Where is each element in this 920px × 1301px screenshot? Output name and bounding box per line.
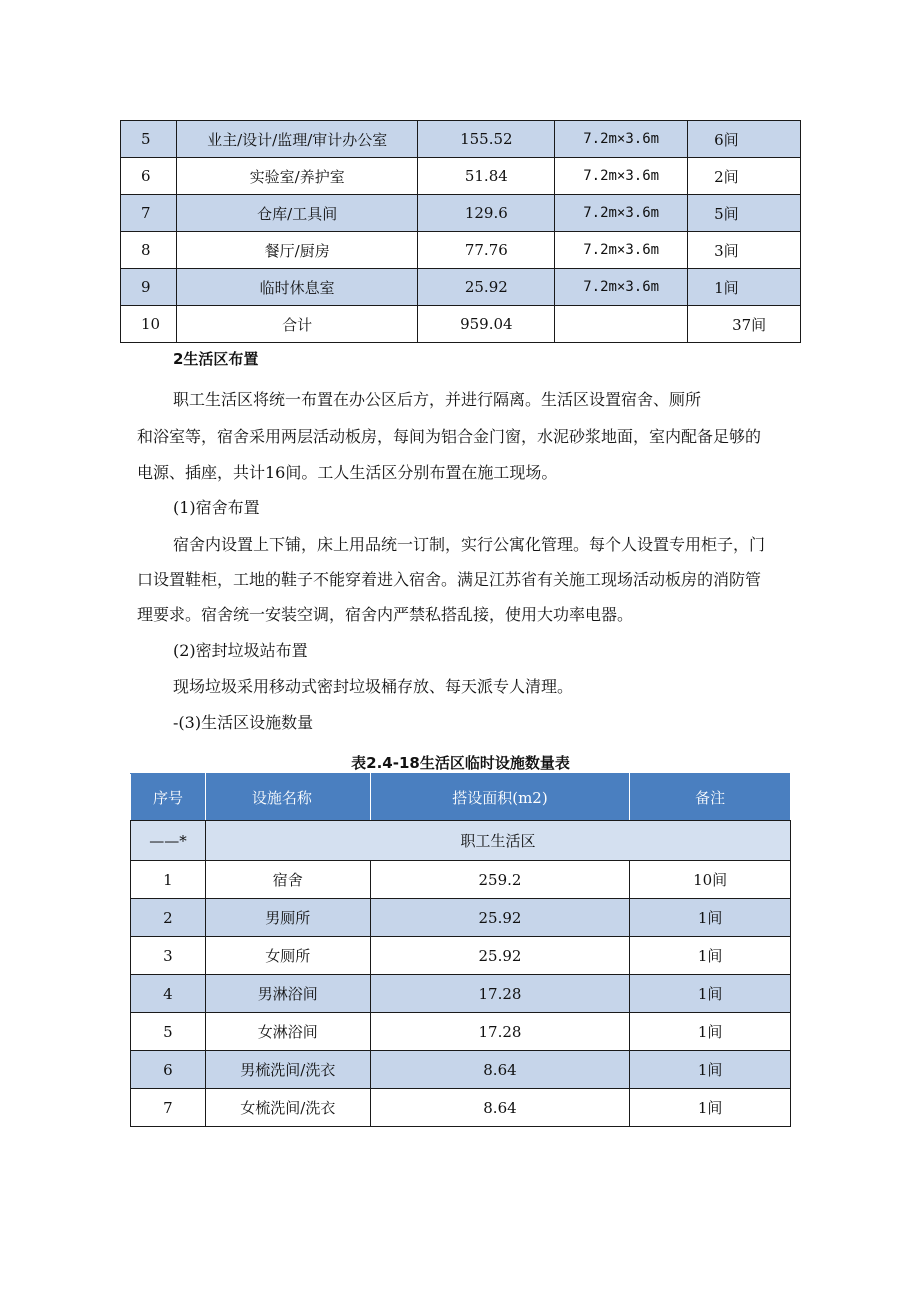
header-note: 备注: [630, 774, 791, 821]
paragraph-line: 理要求。宿舍统一安装空调，宿舍内严禁私搭乱接，使用大功率电器。: [137, 605, 634, 624]
table-header-row: [131, 774, 791, 821]
facility-note: 1间: [630, 899, 791, 937]
table-row: [121, 195, 801, 232]
facility-name: 女淋浴间: [205, 1013, 370, 1051]
header-number: 序号: [131, 774, 206, 821]
paragraph-line: 现场垃圾采用移动式密封垃圾桶存放、每天派专人清理。: [173, 677, 574, 696]
total-label: 合计: [176, 306, 417, 343]
table-row: [131, 899, 791, 937]
facility-note: 1间: [630, 1013, 791, 1051]
paragraph-line: 职工生活区将统一布置在办公区后方，并进行隔离。生活区设置宿舍、厕所: [173, 390, 702, 409]
facility-size: 7.2m×3.6m: [555, 158, 688, 195]
facility-size: 7.2m×3.6m: [555, 195, 688, 232]
row-number: 6: [121, 158, 177, 195]
row-number: 6: [131, 1051, 206, 1089]
facility-name: 男淋浴间: [205, 975, 370, 1013]
group-mark: ——*: [131, 821, 206, 861]
row-number: 9: [121, 269, 177, 306]
facility-area: 259.2: [370, 861, 630, 899]
table-row: [131, 1013, 791, 1051]
paragraph-line: 和浴室等，宿舍采用两层活动板房，每间为铝合金门窗，水泥砂浆地面，室内配备足够的: [137, 427, 762, 446]
facility-note: 1间: [630, 1089, 791, 1127]
table-row: [121, 121, 801, 158]
subheading-garbage-station: (2)密封垃圾站布置: [173, 641, 308, 660]
facility-name: 男厕所: [205, 899, 370, 937]
facility-note: 10间: [630, 861, 791, 899]
table-total-row: [121, 306, 801, 343]
paragraph-line: 口设置鞋柜，工地的鞋子不能穿着进入宿舍。满足江苏省有关施工现场活动板房的消防管: [137, 570, 762, 589]
facility-count: 1间: [688, 269, 801, 306]
facility-name: 男梳洗间/洗衣: [205, 1051, 370, 1089]
facility-size: 7.2m×3.6m: [555, 121, 688, 158]
total-area: 959.04: [418, 306, 555, 343]
facility-name: 仓库/工具间: [176, 195, 417, 232]
facility-area: 25.92: [370, 937, 630, 975]
facility-area: 129.6: [418, 195, 555, 232]
facility-name: 宿舍: [205, 861, 370, 899]
row-number: 2: [131, 899, 206, 937]
facility-name: 业主/设计/监理/审计办公室: [176, 121, 417, 158]
facility-area: 155.52: [418, 121, 555, 158]
row-number: 7: [131, 1089, 206, 1127]
facility-area: 8.64: [370, 1089, 630, 1127]
office-facilities-table: [120, 120, 801, 343]
subheading-facility-count: -(3)生活区设施数量: [173, 713, 314, 732]
row-number: 5: [121, 121, 177, 158]
table-row: [131, 1051, 791, 1089]
facility-name: 实验室/养护室: [176, 158, 417, 195]
facility-area: 8.64: [370, 1051, 630, 1089]
paragraph-line: 电源、插座，共计16间。工人生活区分别布置在施工现场。: [137, 463, 558, 482]
total-count: 37间: [688, 306, 801, 343]
facility-area: 25.92: [418, 269, 555, 306]
facility-count: 6间: [688, 121, 801, 158]
header-name: 设施名称: [205, 774, 370, 821]
facility-note: 1间: [630, 1051, 791, 1089]
table-row: [131, 861, 791, 899]
facility-area: 17.28: [370, 1013, 630, 1051]
facility-name: 女厕所: [205, 937, 370, 975]
row-number: 10: [121, 306, 177, 343]
facility-note: 1间: [630, 937, 791, 975]
subheading-dormitory: (1)宿舍布置: [173, 498, 260, 517]
facility-area: 17.28: [370, 975, 630, 1013]
table-row: [121, 232, 801, 269]
facility-area: 77.76: [418, 232, 555, 269]
facility-note: 1间: [630, 975, 791, 1013]
paragraph-line: 宿舍内设置上下铺，床上用品统一订制，实行公寓化管理。每个人设置专用柜子，门: [173, 535, 766, 554]
facility-name: 女梳洗间/洗衣: [205, 1089, 370, 1127]
table-caption: 表2.4-18生活区临时设施数量表: [351, 754, 570, 772]
facility-name: 临时休息室: [176, 269, 417, 306]
row-number: 5: [131, 1013, 206, 1051]
row-number: 4: [131, 975, 206, 1013]
table-row: [131, 975, 791, 1013]
header-area: 搭设面积(m2): [370, 774, 630, 821]
facility-area: 25.92: [370, 899, 630, 937]
table-row: [131, 1089, 791, 1127]
facility-size: 7.2m×3.6m: [555, 269, 688, 306]
facility-count: 2间: [688, 158, 801, 195]
table-row: [121, 158, 801, 195]
facility-size: 7.2m×3.6m: [555, 232, 688, 269]
section-heading: 2生活区布置: [173, 350, 259, 368]
facility-name: 餐厅/厨房: [176, 232, 417, 269]
facility-area: 51.84: [418, 158, 555, 195]
table-row: [131, 937, 791, 975]
total-size: [555, 306, 688, 343]
row-number: 7: [121, 195, 177, 232]
living-area-facilities-table: [130, 773, 791, 1127]
row-number: 3: [131, 937, 206, 975]
table-group-row: [131, 821, 791, 861]
row-number: 1: [131, 861, 206, 899]
table-row: [121, 269, 801, 306]
facility-count: 5间: [688, 195, 801, 232]
facility-count: 3间: [688, 232, 801, 269]
row-number: 8: [121, 232, 177, 269]
group-label: 职工生活区: [205, 821, 790, 861]
